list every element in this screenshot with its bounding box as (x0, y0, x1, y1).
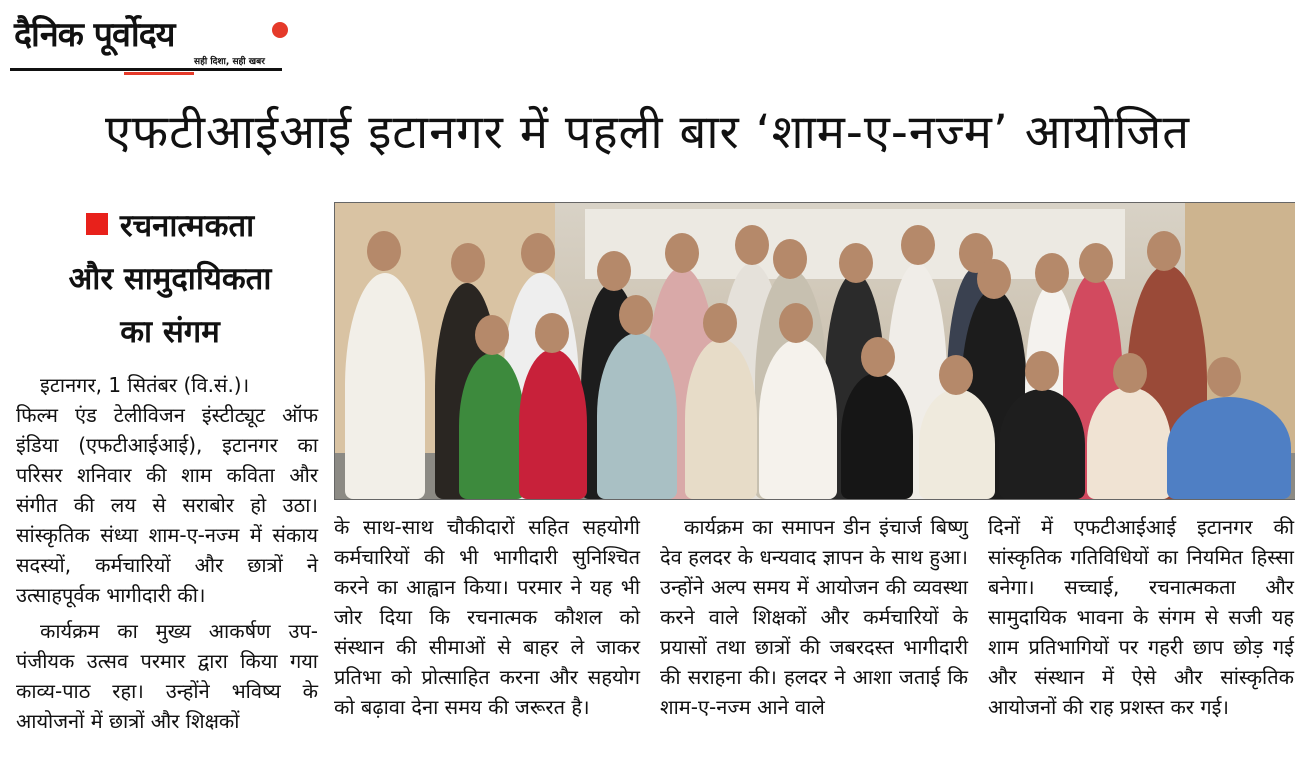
article-paragraph: के साथ-साथ चौकीदारों सहित सहयोगी कर्मचारियों की भी भागीदारी सुनिश्चित करने का आह्वान किया। परमार ने यह भी जोर दिया कि रचनात्मक कौशल को संस्थान की सीमाओं से बाहर ले जाकर प्रतिभा को प्रोत्साहित करना और सहयोग को बढ़ावा देना समय की जरूरत है। (334, 515, 640, 719)
photo-person (345, 273, 425, 499)
photo-person (841, 373, 913, 499)
article-paragraph: फिल्म एंड टेलीविजन इंस्टीट्यूट ऑफ इंडिया (एफटीआईआई), इटानगर का परिसर शनिवार की शाम कविता और संगीत की लय से सराबोर हो उठा। सांस्कृतिक संध्या शाम-ए-नज्म में संकाय सदस्यों, कर्मचारियों और छात्रों ने उत्साहपूर्वक भागीदारी की। (16, 403, 318, 607)
photo-person (519, 349, 587, 499)
photo-person (1167, 397, 1291, 499)
photo-person-head (521, 233, 555, 273)
photo-person (759, 339, 837, 499)
photo-person-head (861, 337, 895, 377)
article-column-2 (334, 512, 640, 722)
photo-person-head (773, 239, 807, 279)
red-square-bullet-icon (86, 213, 108, 235)
newspaper-tagline: सही दिशा, सही खबर (194, 57, 265, 67)
article-subhead (20, 200, 320, 359)
photo-person-head (839, 243, 873, 283)
subhead-line-2: और सामुदायिकता (68, 261, 272, 297)
photo-person (999, 389, 1085, 499)
article-column-3 (660, 512, 968, 722)
photo-person (597, 333, 677, 499)
photo-person (1087, 387, 1171, 499)
article-paragraph: दिनों में एफटीआईआई इटानगर की सांस्कृतिक गतिविधियों का नियमित हिस्सा बनेगा। सच्चाई, रचनात्मकता और सामुदायिक भावना के संगम से सजी यह शाम प्रतिभागियों पर गहरी छाप छोड़ गई और संस्थान में ऐसे और सांस्कृतिक आयोजनों की राह प्रशस्त कर गई। (988, 515, 1294, 719)
photo-person-head (1025, 351, 1059, 391)
photo-person-head (977, 259, 1011, 299)
article-paragraph: कार्यक्रम का मुख्य आकर्षण उप-पंजीयक उत्सव परमार द्वारा किया गया काव्य-पाठ रहा। उन्होंने भविष्य के आयोजनों में छात्रों और शिक्षकों (16, 619, 318, 733)
subhead-line-3: का संगम (120, 314, 220, 350)
photo-person-head (665, 233, 699, 273)
photo-person-head (1207, 357, 1241, 397)
photo-person-head (1035, 253, 1069, 293)
photo-person-head (1147, 231, 1181, 271)
photo-person-head (779, 303, 813, 343)
photo-person-head (619, 295, 653, 335)
article-dateline: इटानगर, 1 सितंबर (वि.सं.)। (40, 373, 250, 397)
photo-person-head (367, 231, 401, 271)
masthead (14, 10, 286, 74)
photo-person-head (597, 251, 631, 291)
subhead-text-1: रचनात्मकता (119, 208, 255, 244)
photo-person-head (475, 315, 509, 355)
photo-person (459, 353, 525, 499)
article-column-1 (16, 370, 318, 736)
group-photo (334, 202, 1295, 500)
article-paragraph: कार्यक्रम का समापन डीन इंचार्ज बिष्णु देव हलदर के धन्यवाद ज्ञापन के साथ हुआ। उन्होंने अल्प समय में आयोजन की व्यवस्था करने वाले शिक्षकों और कर्मचारियों के प्रयासों तथा छात्रों की जबरदस्त भागीदारी की सराहना की। हलदर ने आशा जताई कि शाम-ए-नज्म आने वाले (660, 515, 968, 719)
photo-person-head (901, 225, 935, 265)
newspaper-logo: दैनिक पूर्वोदय (14, 15, 175, 55)
subhead-line-1 (20, 200, 320, 253)
masthead-red-bar (124, 72, 194, 75)
photo-person-head (939, 355, 973, 395)
photo-person-head (1113, 353, 1147, 393)
photo-person-head (1079, 243, 1113, 283)
masthead-rule (10, 68, 282, 71)
photo-person-head (703, 303, 737, 343)
article-headline: एफटीआईआई इटानगर में पहली बार ‘शाम-ए-नज्म’ आयोजित (104, 105, 1191, 160)
photo-person (919, 389, 995, 499)
photo-person (685, 339, 757, 499)
photo-person-head (535, 313, 569, 353)
photo-person-head (451, 243, 485, 283)
article-column-4 (988, 512, 1294, 722)
photo-person-head (735, 225, 769, 265)
logo-dot-icon (272, 22, 288, 38)
